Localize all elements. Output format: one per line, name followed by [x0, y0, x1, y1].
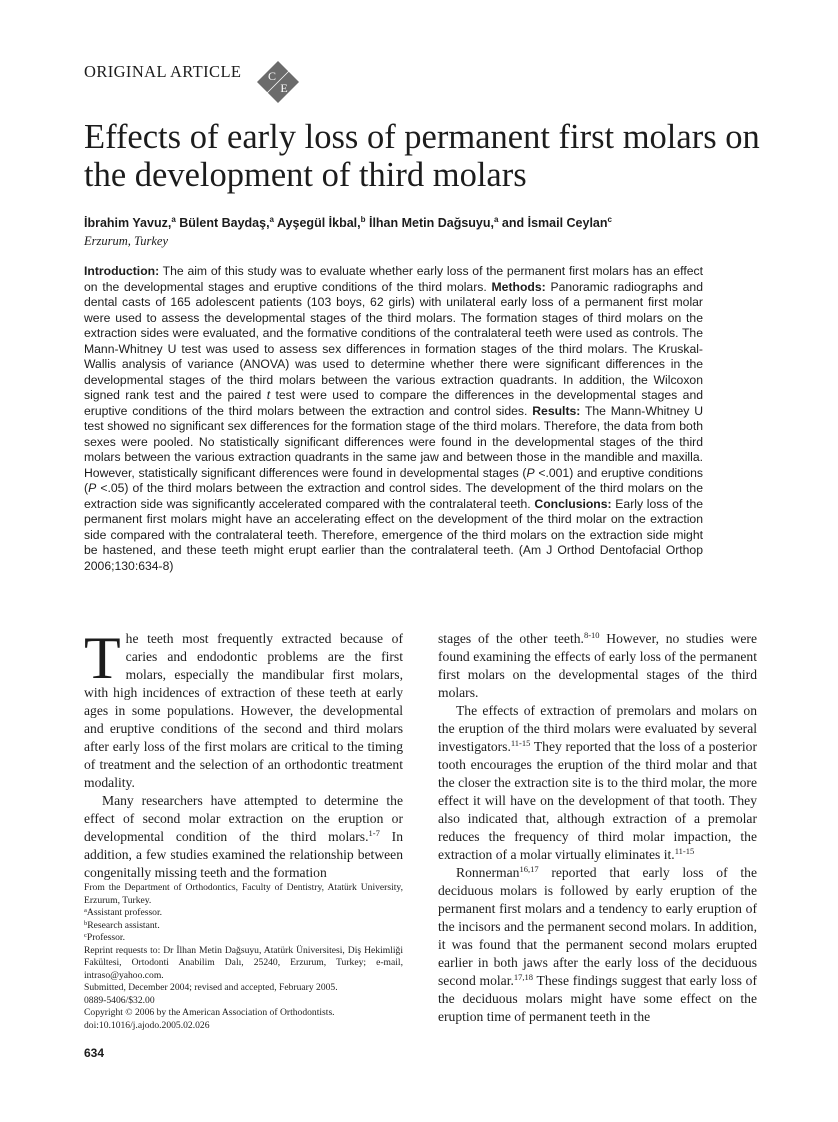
paragraph-text: Ronnerman [456, 865, 520, 880]
citation-ref: 17,18 [513, 972, 534, 982]
footnote-doi: doi:10.1016/j.ajodo.2005.02.026 [84, 1019, 210, 1031]
footnote-submitted: Submitted, December 2004; revised and accepted, February 2005. [84, 982, 338, 993]
author-location: Erzurum, Turkey [84, 234, 169, 248]
body-column-left [84, 625, 403, 882]
badge-letter-c: C [267, 69, 277, 83]
author-affiliation-mark: a [494, 215, 499, 224]
footnote-mark: c [84, 932, 87, 939]
footnote-text: Professor. [86, 932, 125, 943]
footnote-mark: b [84, 919, 88, 927]
abstract-results-label: Results: [532, 403, 581, 418]
abstract-t-symbol: t [266, 388, 271, 402]
paragraph-text: he teeth most frequently extracted because of caries and endodontic problems are the first molars, especially the mandibular first molars, with high incidences of extraction of these teeth at early ages in some populations. However, the developmental and eruptive conditions of the second and third molars after early loss of the first molars are critical to the timing of treatment and the selection of an orthodontic treatment modality. [84, 631, 403, 790]
paragraph-text: reported that early loss of the deciduous molars is followed by early eruption of the permanent first molars and a tendency to early eruption of the incisors and the permanent second molars. In addition, it was found that the permanent second molars erupted earlier in both jaws after the early loss of the deciduous second molar. [438, 865, 757, 988]
section-label: ORIGINAL ARTICLE [84, 62, 242, 81]
author-affiliation-mark: a [171, 215, 176, 224]
footnote-text: Assistant professor. [86, 907, 163, 918]
abstract-results-text: <.05) of the third molars between the extraction and control sides. The development of the third molars on the extraction side was significantly accelerated compared with the contralateral teeth. [84, 481, 703, 511]
paragraph-text: The effects of extraction of premolars and molars on the eruption of the third molars were evaluated by several investigators. [438, 703, 757, 754]
abstract-methods-text: Panoramic radiographs and dental casts of 165 adolescent patients (103 boys, 62 girls) with unilateral early loss of a permanent first molar were used to assess the developmental stages of the third molars. The formation stages of third molars on the extraction sides were evaluated, and the formative conditions of the contralateral teeth were used as controls. The Mann-Whitney U test was used to assess sex differences in formation stages of the third molars. The Kruskal-Wallis analysis of variance (ANOVA) was used to determine whether there were significant differences in the developmental stages of the third molars between the various extraction quadrants. In addition, the Wilcoxon signed rank test and the paired [84, 279, 703, 402]
footnote-price: 0889-5406/$32.00 [84, 994, 155, 1006]
body-paragraph [438, 630, 757, 702]
page-number: 634 [84, 1046, 105, 1060]
author-name: İlhan Metin Dağsuyu, [365, 216, 494, 230]
abstract-methods-text: test were used to compare the differences in the developmental stages and eruptive conditions of the third molars between the extraction and control sides. [84, 388, 703, 418]
paragraph-text: Many researchers have attempted to determine the effect of second molar extraction on the eruption or developmental condition of the third molars. [84, 793, 403, 844]
abstract [84, 264, 703, 574]
paragraph-text: They reported that the loss of a posterior tooth encourages the eruption of the third molar and that the closer the extraction site is to the third molar, the more effect it will have on the development of that tooth. They also indicated that, although extraction of a premolar reduces the frequency of third molar impaction, the extraction of a molar virtually eliminates it. [438, 739, 757, 862]
paragraph-text: stages of the other teeth. [438, 631, 584, 646]
drop-cap: T [84, 625, 121, 691]
footnote-text: Research assistant. [87, 919, 160, 931]
abstract-p-symbol: P [88, 481, 97, 495]
author-affiliation-mark: c [607, 215, 612, 224]
abstract-p-symbol: P [526, 465, 535, 480]
author-list [84, 216, 774, 230]
body-paragraph [438, 702, 757, 864]
abstract-conclusions-label: Conclusions: [534, 496, 612, 511]
abstract-intro-text: The aim of this study was to evaluate whether early loss of the permanent first molars has an effect on the developmental stages and eruptive conditions of the third molars. [84, 264, 703, 294]
citation-ref: 11-15 [674, 846, 695, 856]
article-title: Effects of early loss of permanent first molars on the development of third molars [84, 118, 760, 194]
footnote-copyright: Copyright © 2006 by the American Association of Orthodontists. [84, 1007, 335, 1018]
author-affiliation-mark: a [269, 215, 274, 224]
citation-ref: 11-15 [510, 738, 531, 748]
body-paragraph [438, 864, 757, 1026]
footnote-item [84, 907, 403, 920]
author-affiliation-mark: b [360, 215, 366, 224]
abstract-intro-label: Introduction: [84, 264, 160, 278]
body-column-right [438, 630, 757, 1026]
paragraph-text: In addition, a few studies examined the relationship between congenitally missing teeth and the formation [84, 829, 403, 880]
badge-letter-e: E [280, 81, 288, 95]
footnote-reprint: Reprint requests to: Dr İlhan Metin Dağsuyu, Atatürk Üniversitesi, Diş Hekimliği Fakültesi, Ortodonti Anabilim Dalı, 25240, Erzurum, Turkey; e-mail, intraso@yahoo.com. [84, 944, 403, 981]
author-name: İbrahim Yavuz, [84, 216, 172, 230]
footnote-item [84, 932, 403, 945]
citation-ref: 1-7 [368, 828, 380, 838]
author-name: Bülent Baydaş, [175, 216, 270, 230]
footnote-affiliation: From the Department of Orthodontics, Faculty of Dentistry, Atatürk University, Erzurum, Turkey. [84, 882, 403, 906]
abstract-results-text: <.001) and eruptive conditions ( [84, 465, 703, 495]
citation-ref: 16,17 [519, 864, 539, 874]
footnotes [84, 882, 403, 1032]
author-name: Ayşegül İkbal, [274, 216, 361, 230]
abstract-methods-label: Methods: [491, 279, 546, 294]
footnote-mark: a [84, 907, 87, 914]
abstract-results-text: The Mann-Whitney U test showed no significant sex differences for the formation stage of the third molars. Therefore, the data from both sexes were pooled. No statistically significant differences were found in the developmental stages of the third molars between the various extraction quadrants in the same jaw and between those in the mandible and maxilla. However, statistically significant differences were found in developmental stages ( [84, 403, 703, 480]
footnote-item [84, 920, 403, 933]
paragraph-text: These findings suggest that early loss of the deciduous molars might have some effect on the eruption time of permanent teeth in the [438, 973, 757, 1024]
body-paragraph [84, 792, 403, 882]
continuing-education-badge-icon [256, 60, 300, 104]
abstract-conclusions-text: Early loss of the permanent first molars might have an accelerating effect on the development of the third molar on the extraction side compared with the contralateral teeth. Therefore, emergence of the third molars on the extraction side might be hastened, and these teeth might erupt earlier than the contralateral teeth. (Am J Orthod Dentofacial Orthop 2006;130:634-8) [84, 496, 703, 573]
paragraph-text: However, no studies were found examining the effects of early loss of the permanent first molars on the developmental stages of the third molars. [438, 631, 757, 700]
body-paragraph [84, 625, 403, 792]
citation-ref: 8-10 [583, 630, 600, 640]
author-name: and İsmail Ceylan [498, 216, 608, 230]
